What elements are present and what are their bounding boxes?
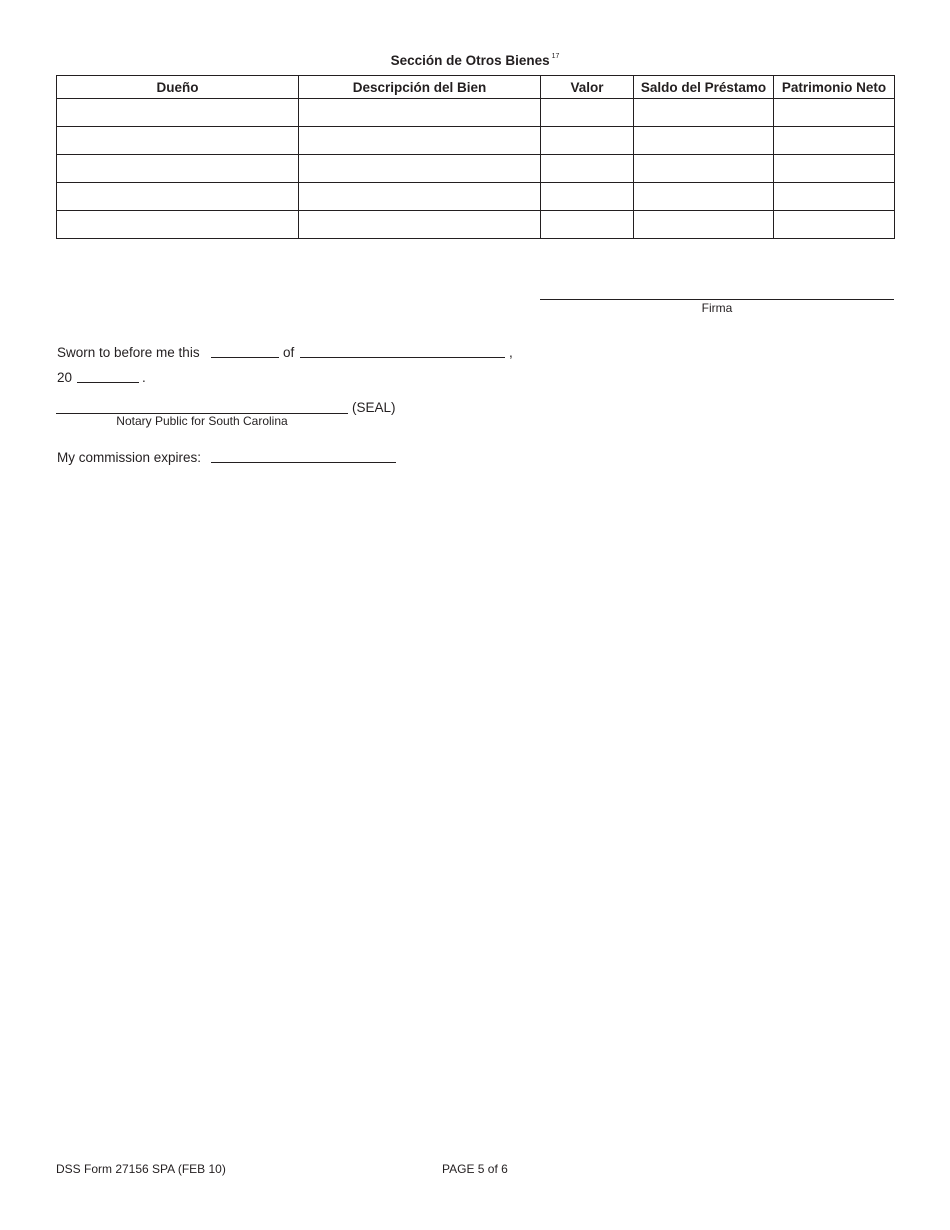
sworn-prefix: Sworn to before me this	[57, 345, 200, 360]
table-header-row	[57, 76, 895, 99]
cell-loan-balance[interactable]	[634, 211, 774, 239]
cell-description[interactable]	[299, 99, 541, 127]
year-period: .	[142, 370, 146, 385]
cell-description[interactable]	[299, 155, 541, 183]
table-row	[57, 127, 895, 155]
cell-net-worth[interactable]	[774, 127, 895, 155]
commission-label: My commission expires:	[57, 450, 202, 465]
sworn-comma: ,	[509, 345, 513, 360]
cell-net-worth[interactable]	[774, 155, 895, 183]
sworn-of: of	[283, 345, 295, 360]
year-prefix: 20	[57, 370, 73, 385]
cell-owner[interactable]	[57, 155, 299, 183]
seal-label: (SEAL)	[352, 400, 396, 415]
footnote-marker: 17	[551, 53, 560, 60]
table-row	[57, 183, 895, 211]
cell-value[interactable]	[541, 155, 634, 183]
form-id: DSS Form 27156 SPA (FEB 10)	[56, 1162, 226, 1176]
cell-loan-balance[interactable]	[634, 155, 774, 183]
header-description: Descripción del Bien	[299, 76, 541, 99]
commission-blank[interactable]	[211, 462, 396, 463]
table-row	[57, 99, 895, 127]
cell-loan-balance[interactable]	[634, 183, 774, 211]
cell-owner[interactable]	[57, 99, 299, 127]
cell-loan-balance[interactable]	[634, 127, 774, 155]
cell-value[interactable]	[541, 211, 634, 239]
header-loan-balance: Saldo del Préstamo	[634, 76, 774, 99]
page-number: PAGE 5 of 6	[442, 1162, 508, 1176]
cell-net-worth[interactable]	[774, 99, 895, 127]
cell-net-worth[interactable]	[774, 211, 895, 239]
cell-value[interactable]	[541, 183, 634, 211]
cell-description[interactable]	[299, 127, 541, 155]
cell-description[interactable]	[299, 211, 541, 239]
notary-label: Notary Public for South Carolina	[116, 414, 288, 428]
cell-value[interactable]	[541, 99, 634, 127]
signature-line[interactable]	[540, 299, 894, 300]
table-row	[57, 155, 895, 183]
signature-label: Firma	[701, 301, 733, 315]
cell-owner[interactable]	[57, 211, 299, 239]
header-value: Valor	[541, 76, 634, 99]
cell-owner[interactable]	[57, 127, 299, 155]
other-assets-table	[56, 75, 895, 239]
cell-owner[interactable]	[57, 183, 299, 211]
cell-value[interactable]	[541, 127, 634, 155]
cell-loan-balance[interactable]	[634, 99, 774, 127]
header-net-worth: Patrimonio Neto	[774, 76, 895, 99]
day-blank[interactable]	[211, 357, 279, 358]
year-blank[interactable]	[77, 382, 139, 383]
table-row	[57, 211, 895, 239]
cell-net-worth[interactable]	[774, 183, 895, 211]
section-title-text: Sección de Otros Bienes	[390, 53, 550, 68]
month-blank[interactable]	[300, 357, 505, 358]
header-owner: Dueño	[57, 76, 299, 99]
section-title	[0, 53, 950, 68]
cell-description[interactable]	[299, 183, 541, 211]
